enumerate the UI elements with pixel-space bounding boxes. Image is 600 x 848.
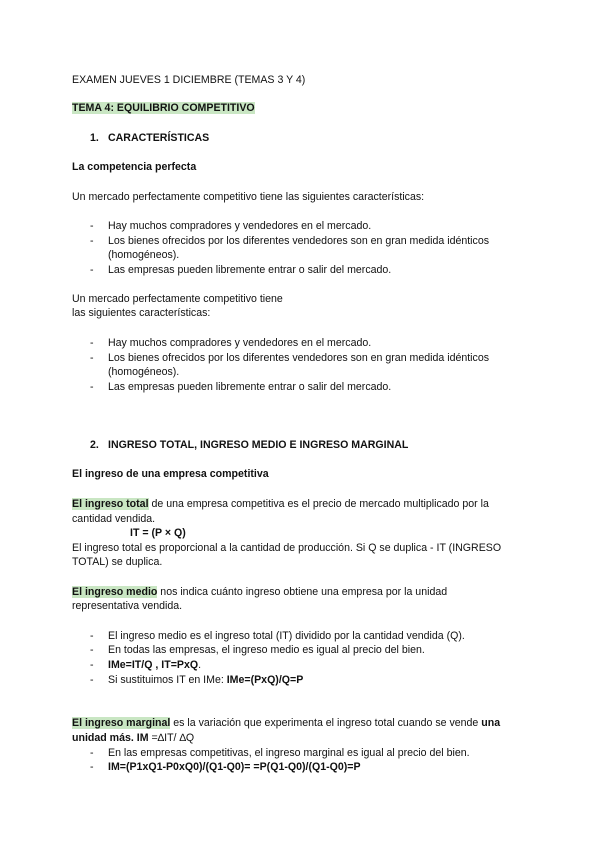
list-item: En todas las empresas, el ingreso medio es igual al precio del bien.: [108, 644, 425, 656]
ingreso-marginal-line2: [72, 731, 194, 746]
bullet-dash: -: [90, 644, 94, 656]
section2-title: INGRESO TOTAL, INGRESO MEDIO E INGRESO MARGINAL: [108, 439, 409, 451]
substitution-text: Si sustituimos IT en IMe:: [108, 674, 227, 686]
bullet-dash: -: [90, 761, 94, 773]
ingreso-total-text-line2: cantidad vendida.: [72, 513, 156, 525]
ingreso-marginal-term: El ingreso marginal: [72, 717, 171, 729]
section1-subtitle: La competencia perfecta: [72, 161, 197, 173]
bullet-dash: -: [90, 220, 94, 232]
ingreso-medio-formula: IMe=IT/Q , IT=PxQ: [108, 659, 199, 671]
ingreso-total-text: de una empresa competitiva es el precio de mercado multiplicado por la: [148, 498, 489, 510]
section1-number: 1.: [90, 132, 99, 144]
list-item-formula: [108, 658, 201, 673]
ingreso-total-text-line4: TOTAL) se duplica.: [72, 556, 163, 568]
bullet-dash: -: [90, 659, 94, 671]
section2-number: 2.: [90, 439, 99, 451]
bullet-dash: -: [90, 747, 94, 759]
ingreso-marginal-bold2: unidad más. IM: [72, 732, 149, 744]
list-item: Las empresas pueden libremente entrar o salir del mercado.: [108, 381, 392, 393]
list-item: Hay muchos compradores y vendedores en el mercado.: [108, 337, 372, 349]
list-item-continuation: (homogéneos).: [108, 249, 180, 261]
ingreso-total-formula: IT = (P × Q): [130, 527, 186, 539]
exam-header: EXAMEN JUEVES 1 DICIEMBRE (TEMAS 3 Y 4): [72, 74, 306, 86]
list-item: El ingreso medio es el ingreso total (IT) dividido por la cantidad vendida (Q).: [108, 630, 465, 642]
list-item: Las empresas pueden libremente entrar o salir del mercado.: [108, 264, 392, 276]
section2-subtitle: El ingreso de una empresa competitiva: [72, 468, 269, 480]
ingreso-total-text-line3: El ingreso total es proporcional a la cantidad de producción. Si Q se duplica - IT (INGRESO: [72, 542, 502, 554]
ingreso-medio-term: El ingreso medio: [72, 586, 158, 598]
ingreso-total-paragraph: [72, 497, 489, 512]
bullet-dash: -: [90, 674, 94, 686]
bullet-dash: -: [90, 352, 94, 364]
substitution-formula: IMe=(PxQ)/Q=P: [226, 674, 304, 686]
ingreso-marginal-derivation: IM=(P1xQ1-P0xQ0)/(Q1-Q0)= =P(Q1-Q0)/(Q1-Q0)=P: [108, 761, 361, 773]
ingreso-marginal-formula: =∆IT/ ∆Q: [148, 732, 195, 744]
ingreso-marginal-bold: una: [481, 717, 501, 729]
list-item: Los bienes ofrecidos por los diferentes vendedores son en gran medida idénticos: [108, 235, 490, 247]
tema-title: [72, 101, 255, 116]
ingreso-marginal-paragraph: [72, 716, 500, 731]
formula-period: .: [198, 659, 202, 671]
bullet-dash: -: [90, 235, 94, 247]
ingreso-total-term: El ingreso total: [72, 498, 149, 510]
list-item: Hay muchos compradores y vendedores en el mercado.: [108, 220, 372, 232]
section1-intro2-line2: las siguientes características:: [72, 307, 211, 319]
bullet-dash: -: [90, 337, 94, 349]
bullet-dash: -: [90, 381, 94, 393]
ingreso-medio-paragraph: [72, 585, 447, 600]
ingreso-marginal-text: es la variación que experimenta el ingreso total cuando se vende: [170, 717, 482, 729]
bullet-dash: -: [90, 264, 94, 276]
list-item: Los bienes ofrecidos por los diferentes vendedores son en gran medida idénticos: [108, 352, 490, 364]
list-item-continuation: (homogéneos).: [108, 366, 180, 378]
tema-title-highlight: TEMA 4: EQUILIBRIO COMPETITIVO: [72, 102, 255, 114]
section1-title: CARACTERÍSTICAS: [108, 132, 210, 144]
ingreso-medio-text-line2: representativa vendida.: [72, 600, 183, 612]
section1-intro2-line1: Un mercado perfectamente competitivo tiene: [72, 293, 283, 305]
bullet-dash: -: [90, 630, 94, 642]
list-item: En las empresas competitivas, el ingreso marginal es igual al precio del bien.: [108, 747, 470, 759]
list-item-substitution: [108, 673, 303, 688]
section1-intro: Un mercado perfectamente competitivo tiene las siguientes características:: [72, 191, 425, 203]
ingreso-medio-text: nos indica cuánto ingreso obtiene una empresa por la unidad: [157, 586, 448, 598]
